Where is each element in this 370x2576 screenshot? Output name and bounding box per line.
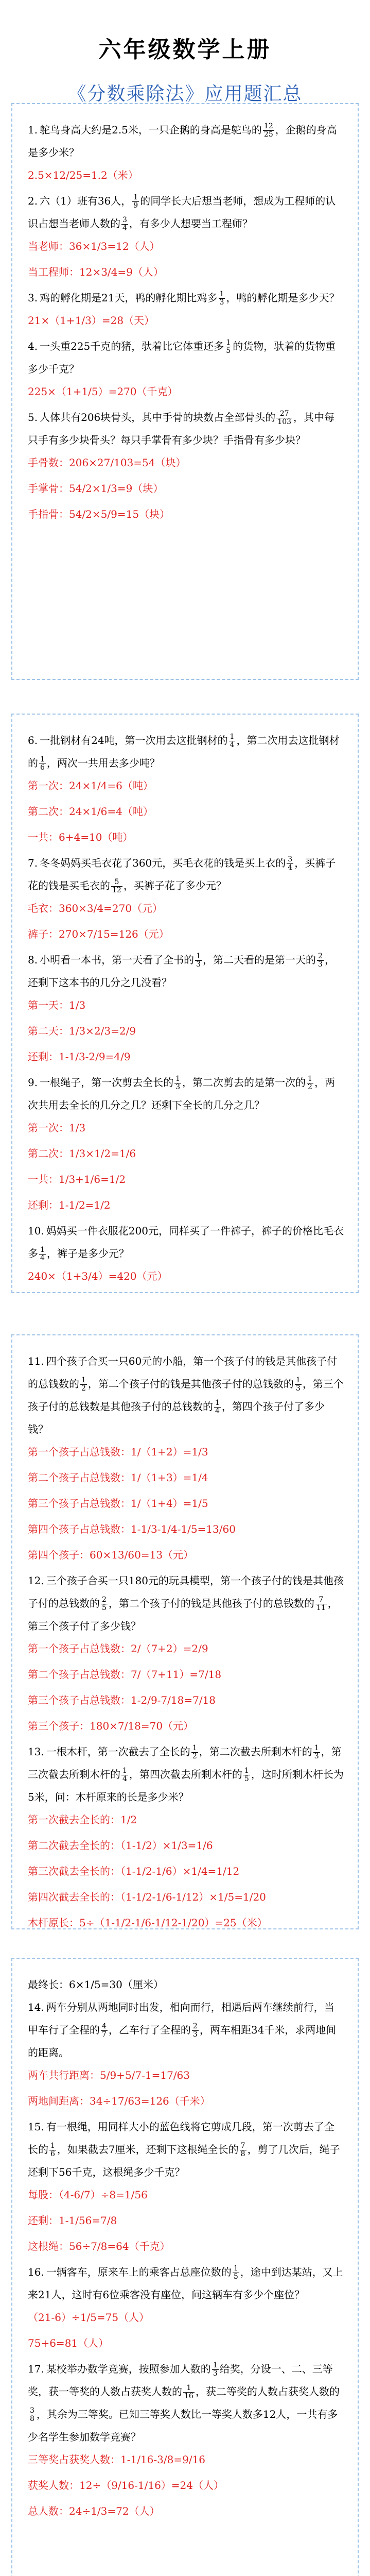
fraction xyxy=(263,123,274,139)
fraction-numerator: 3 xyxy=(122,216,127,224)
fraction-denominator: 5 xyxy=(102,1604,107,1612)
answer-line: 21×（1+1/3）=28（天） xyxy=(28,314,155,327)
answer-line: 当老师：36×1/3=12（人） xyxy=(28,240,160,252)
problem-text xyxy=(28,335,344,380)
problem-text-run: ，第二个孩子付的钱是其他孩子付的总钱数的 xyxy=(108,1597,314,1609)
fraction-denominator: 16 xyxy=(184,2392,193,2400)
problem-number: 7. xyxy=(28,857,38,869)
fraction xyxy=(243,1767,250,1783)
fraction xyxy=(121,1767,128,1783)
problem-text-run: ，乙车行了全程的 xyxy=(108,2024,191,2036)
fraction-numerator: 2 xyxy=(192,2022,198,2030)
fraction xyxy=(307,1075,313,1091)
problem-text-run: ，第三个孩子付的总钱数是其他孩子付的总钱数的 xyxy=(28,1378,344,1413)
problem-text-run: ，第二个孩子付的钱是其他孩子付的总钱数的 xyxy=(87,1378,294,1390)
fraction-numerator: 1 xyxy=(219,290,224,298)
problem-text-run: 一头重225千克的猪，驮着比它体重还多 xyxy=(40,340,224,352)
fraction-numerator: 1 xyxy=(314,1744,319,1752)
answer-line: 第二天：1/3×2/3=2/9 xyxy=(28,1025,136,1037)
fraction xyxy=(49,2142,56,2158)
answer-line: 手掌骨：54/2×1/3=9（块） xyxy=(28,482,164,495)
fraction xyxy=(101,2023,108,2039)
problem-text-run: 人体共有206块骨头，其中手骨的块数占全部骨头的 xyxy=(40,411,276,423)
fraction-denominator: 3 xyxy=(318,960,323,969)
problem-text-run: 一批钢材有24吨，第一次用去这批钢材的 xyxy=(40,734,228,747)
answer-line: 第二次：1/3×1/2=1/6 xyxy=(28,1147,136,1160)
problem-text-run: ，第四次截去所剩木杆的 xyxy=(129,1768,242,1781)
problem-number: 15. xyxy=(28,2121,44,2133)
fraction-numerator: 3 xyxy=(30,2406,34,2415)
answer-line: 这根绳：56÷7/8=64（千克） xyxy=(28,2240,170,2252)
problem-text xyxy=(28,286,344,309)
fraction-numerator: 1 xyxy=(196,952,201,960)
problem-text-run: ，买裤子花了多少元？ xyxy=(123,879,226,892)
problem-text-run: ，其余为三等奖。已知三等奖人数比一等奖人数多12人，一共有多少名学生参加数学竞赛？ xyxy=(28,2408,338,2443)
problem-number: 9. xyxy=(28,1076,38,1089)
fraction-numerator: 1 xyxy=(192,1744,197,1752)
answer-line: 每股：（4-6/7）÷8=1/56 xyxy=(28,2189,148,2201)
answer-line: 75+6=81（人） xyxy=(28,2337,109,2349)
fraction-denominator: 3 xyxy=(175,1083,181,1091)
fraction xyxy=(101,1596,108,1612)
problem-text-run: ，有多少人想要当工程师？ xyxy=(129,217,253,230)
fraction-numerator: 1 xyxy=(308,1075,312,1083)
answer-line: 木杆原长：5÷（1-1/2-1/6-1/12-1/20）=25（米） xyxy=(28,1917,268,1929)
problem-text-run: ，两次一共用去多少吨？ xyxy=(46,757,160,769)
problem-text-run: ，还剩下这本书的几分之几没看？ xyxy=(28,954,335,989)
fraction-numerator: 1 xyxy=(133,193,138,201)
problem-text-run: ，第三个孩子付了多少钱？ xyxy=(28,1597,338,1632)
problem-text-run: ，剪了几次后，绳子还剩下56千克，这根绳多少千克？ xyxy=(28,2143,340,2178)
answer-line: 毛衣：360×3/4=270（元） xyxy=(28,902,163,914)
fraction xyxy=(121,216,128,232)
problem-text-run: 两车分别从两地同时出发，相向而行，相遇后两车继续前行，当甲车行了全程的 xyxy=(28,2001,334,2036)
fraction xyxy=(212,2362,219,2378)
answer-line: 两地间距离：34÷17/63=126（千米） xyxy=(28,2095,210,2107)
problem-number: 8. xyxy=(28,954,38,966)
problem-number: 12. xyxy=(28,1574,44,1587)
fraction xyxy=(183,2384,195,2400)
problem-text-run: ，第二次用去这批钢材的 xyxy=(28,734,340,769)
answer-line: 还剩：1-1/3-2/9=4/9 xyxy=(28,1050,131,1063)
fraction xyxy=(39,1246,46,1262)
problem-text-run: ，途中到达某站，又上来21人，这时有6位乘客没有座位，问这辆车有多少个座位？ xyxy=(28,2266,343,2301)
fraction-denominator: 3 xyxy=(314,1752,319,1760)
problem-text-run: 四个孩子合买一只60元的小船，第一个孩子付的钱是其他孩子付的总钱数的 xyxy=(28,1355,338,1390)
fraction-denominator: 4 xyxy=(215,1407,220,1415)
fraction-denominator: 5 xyxy=(226,347,231,355)
problem-text-run: 一根绳子，第一次剪去全长的 xyxy=(40,1076,174,1089)
fraction xyxy=(191,1744,198,1760)
fraction-denominator: 2 xyxy=(308,1083,312,1091)
problem-text xyxy=(28,1350,344,1440)
problem-text-run: 某校举办数学竞赛，按照参加人数的 xyxy=(46,2363,211,2375)
fraction-numerator: 1 xyxy=(50,2142,55,2150)
problem-text-run: 小明看一本书，第一天看了全书的 xyxy=(40,954,195,966)
problem-text-run: ，第二次截去所剩木杆的 xyxy=(199,1745,312,1758)
problem-text-run: ，这时所剩木杆长为5米，问：木杆原来的长是多少米？ xyxy=(28,1768,344,1803)
problem-text-run: 妈妈买一件衣服花200元，同样买了一件裤子，裤子的价格比毛衣多 xyxy=(28,1225,344,1260)
answer-line: 一共：6+4=10（吨） xyxy=(28,831,133,843)
fraction-numerator: 1 xyxy=(175,1075,181,1083)
fraction-denominator: 3 xyxy=(196,960,201,969)
problem-number: 1. xyxy=(28,124,38,136)
page-subtitle: 《分数乘除法》应用题汇总 xyxy=(67,83,303,105)
problem-text xyxy=(28,1569,344,1637)
problem-text xyxy=(28,2358,344,2448)
answer-line: 2.5×12/25=1.2（米） xyxy=(28,169,138,181)
fraction-denominator: 12 xyxy=(112,886,121,894)
fraction-numerator: 1 xyxy=(81,1376,86,1384)
fraction-numerator: 7 xyxy=(240,2142,245,2150)
problem-text-run: 冬冬妈妈买毛衣花了360元，买毛衣花的钱是买上衣的 xyxy=(40,857,286,869)
fraction xyxy=(29,2407,36,2423)
problem-text xyxy=(28,1740,344,1808)
fraction-numerator: 1 xyxy=(122,1767,127,1775)
answer-line: 第一个孩子占总钱数：1/（1+2）=1/3 xyxy=(28,1446,208,1458)
problem-text-run: 鸡的孵化期是21天，鸭的孵化期比鸡多 xyxy=(40,292,218,304)
problem-text-run: 一辆客车，原来车上的乘客占总座位数的 xyxy=(46,2266,232,2278)
problem-number: 4. xyxy=(28,340,38,352)
fraction-denominator: 9 xyxy=(133,201,138,210)
fraction xyxy=(317,953,324,969)
fraction-denominator: 4 xyxy=(122,1775,127,1783)
fraction xyxy=(214,1399,221,1415)
problem-text-run: ，第三次截去所剩木杆的 xyxy=(28,1745,342,1781)
problem-text xyxy=(28,948,344,994)
problem-text xyxy=(28,1973,344,1996)
problem-text xyxy=(28,118,344,164)
fraction-denominator: 4 xyxy=(122,224,127,232)
fraction xyxy=(287,856,293,872)
answer-line: 第一次：24×1/4=6（吨） xyxy=(28,779,153,792)
problem-text-run: 鸵鸟身高大约是2.5米，一只企鹅的身高是鸵鸟的 xyxy=(40,124,262,136)
fraction xyxy=(111,878,122,894)
answer-line: 获奖人数：12÷（9/16-1/16）=24（人） xyxy=(28,2479,224,2492)
fraction-denominator: 6 xyxy=(40,764,45,772)
answer-line: 第四个孩子：60×13/60=13（元） xyxy=(28,1549,194,1561)
answer-line: 裤子：270×7/15=126（元） xyxy=(28,928,169,940)
fraction-numerator: 1 xyxy=(213,2361,218,2369)
fraction-numerator: 1 xyxy=(215,1399,220,1407)
problem-number: 2. xyxy=(28,195,38,207)
fraction-denominator: 4 xyxy=(40,1254,45,1262)
fraction-denominator: 8 xyxy=(30,2415,34,2423)
fraction-denominator: 3 xyxy=(295,1384,301,1393)
problem-text-run: ，两车相距34千米，求两地间的距离。 xyxy=(28,2024,337,2059)
answer-line: 一共：1/3+1/6=1/2 xyxy=(28,1173,126,1185)
section-box xyxy=(11,103,359,680)
problem-text-run: 的货物，驮着的货物重多少千克？ xyxy=(28,340,336,375)
fraction xyxy=(174,1075,181,1091)
fraction-numerator: 2 xyxy=(102,1596,107,1604)
answer-line: 第二次截去全长的：（1-1/2）×1/3=1/6 xyxy=(28,1839,213,1852)
problem-text-run: ，第二次剪去的是第一次的 xyxy=(182,1076,306,1089)
fraction-denominator: 3 xyxy=(219,298,224,307)
problem-text xyxy=(28,2261,344,2306)
fraction-denominator: 8 xyxy=(240,2150,245,2158)
answer-line: 第一天：1/3 xyxy=(28,999,86,1011)
problem-text-run: ，如果截去7厘米，还剩下这根绳全长的 xyxy=(57,2143,239,2156)
fraction xyxy=(315,1596,327,1612)
problem-text-run: 六（1）班有36人， xyxy=(40,195,132,207)
answer-line: 第四次截去全长的：（1-1/2-1/6-1/12）×1/5=1/20 xyxy=(28,1891,266,1903)
problem-text-run: 三个孩子合买一只180元的玩具模型，第一个孩子付的钱是其他孩子付的总钱数的 xyxy=(28,1574,344,1609)
fraction-numerator: 7 xyxy=(315,1596,327,1604)
answer-line: 第四个孩子占总钱数：1-1/3-1/4-1/5=13/60 xyxy=(28,1523,236,1535)
fraction xyxy=(295,1377,302,1393)
problem-number: 10. xyxy=(28,1225,44,1237)
fraction-numerator: 1 xyxy=(40,1246,45,1254)
answer-line: 第一次：1/3 xyxy=(28,1122,86,1134)
answer-line: 还剩：1-1/56=7/8 xyxy=(28,2214,117,2227)
answer-line: 第二次：24×1/6=4（吨） xyxy=(28,805,153,818)
answer-line: 第三次截去全长的：（1-1/2-1/6）×1/4=1/12 xyxy=(28,1865,240,1877)
answer-line: 第二个孩子占总钱数：7/（7+11）=7/18 xyxy=(28,1668,222,1681)
problem-text-run: ，两次共用去全长的几分之几？还剩下全长的几分之几？ xyxy=(28,1076,335,1111)
fraction-denominator: 3 xyxy=(192,2030,198,2039)
fraction-numerator: 1 xyxy=(244,1767,249,1775)
answer-line: 还剩：1-1/2=1/2 xyxy=(28,1199,111,1211)
problem-number: 14. xyxy=(28,2001,44,2013)
answer-line: 总人数：24÷1/3=72（人） xyxy=(28,2505,160,2517)
answer-line: 三等奖占获奖人数：1-1/16-3/8=9/16 xyxy=(28,2453,206,2466)
fraction-numerator: 12 xyxy=(263,122,273,130)
fraction-denominator: 25 xyxy=(263,130,273,139)
fraction xyxy=(233,2265,239,2281)
answer-line: 240×（1+3/4）=420（元） xyxy=(28,1270,168,1282)
fraction-numerator: 1 xyxy=(233,2264,238,2273)
fraction-numerator: 1 xyxy=(230,733,235,741)
answer-line: 第一次截去全长的：1/2 xyxy=(28,1814,137,1826)
fraction-denominator: 103 xyxy=(277,418,292,426)
problem-text-run: ，企鹅的身高是多少米？ xyxy=(28,124,337,159)
problem-text xyxy=(28,729,344,774)
problem-text-run: ，获二等奖的人数占获奖人数的 xyxy=(195,2385,340,2398)
fraction-numerator: 1 xyxy=(40,755,45,764)
fraction-denominator: 5 xyxy=(244,1775,249,1783)
fraction-denominator: 7 xyxy=(102,2030,107,2039)
problem-text-run: 的同学长大后想当老师，想成为工程师的认识占想当老师人数的 xyxy=(28,195,336,230)
answer-line: 第三个孩子：180×7/18=70（元） xyxy=(28,1720,194,1732)
problem-text xyxy=(28,1996,344,2064)
problem-number: 16. xyxy=(28,2266,44,2278)
fraction xyxy=(192,2023,199,2039)
problem-text xyxy=(28,852,344,897)
problem-number: 5. xyxy=(28,411,38,423)
problem-text xyxy=(28,1219,344,1265)
fraction xyxy=(39,756,46,772)
problem-text-run: 最终长：6×1/5=30（厘米） xyxy=(28,1978,164,1991)
answer-line: 第三个孩子占总钱数：1/（1+4）=1/5 xyxy=(28,1497,208,1510)
problem-text xyxy=(28,406,344,451)
problem-text-run: 一根木杆，第一次截去了全长的 xyxy=(46,1745,190,1758)
fraction-denominator: 11 xyxy=(316,1604,326,1612)
fraction-numerator: 1 xyxy=(183,2384,195,2393)
fraction xyxy=(80,1377,87,1393)
section-box xyxy=(11,1334,359,1929)
problem-text xyxy=(28,2115,344,2183)
fraction xyxy=(219,291,225,307)
page-title: 六年级数学上册 xyxy=(98,37,272,63)
fraction-denominator: 3 xyxy=(213,2369,218,2378)
fraction xyxy=(195,953,202,969)
answer-line: 手骨数：206×27/103=54（块） xyxy=(28,456,186,469)
problem-text-run: ，买裤子花的钱是买毛衣的 xyxy=(28,857,336,892)
fraction xyxy=(240,2142,246,2158)
problem-text-run: 给奖，分设一、二、三等奖，获一等奖的人数占获奖人数的 xyxy=(28,2363,333,2398)
fraction-numerator: 5 xyxy=(111,878,122,887)
problem-number: 6. xyxy=(28,734,38,747)
problem-number: 13. xyxy=(28,1745,44,1758)
fraction-numerator: 4 xyxy=(102,2022,107,2030)
fraction xyxy=(229,733,236,749)
fraction-numerator: 1 xyxy=(226,338,231,347)
answer-line: 两车共行距离：5/9+5/7-1=17/63 xyxy=(28,2069,190,2081)
problem-number: 11. xyxy=(28,1355,44,1367)
problem-text-run: ，鸭的孵化期是多少天？ xyxy=(226,292,340,304)
problem-text-run: ，第四个孩子付了多少钱？ xyxy=(28,1400,325,1435)
answer-line: 当工程师：12×3/4=9（人） xyxy=(28,266,164,278)
fraction-denominator: 2 xyxy=(81,1384,86,1393)
answer-line: 手指骨：54/2×5/9=15（块） xyxy=(28,508,170,520)
fraction xyxy=(132,194,139,210)
problem-text-run: ，裤子是多少元？ xyxy=(46,1247,129,1260)
fraction-denominator: 4 xyxy=(230,741,235,749)
problem-text-run: 有一根绳，用同样大小的蓝色线将它剪成几段，第一次剪去了全长的 xyxy=(28,2121,334,2156)
problem-number: 17. xyxy=(28,2363,44,2375)
answer-line: 第一个孩子占总钱数：2/（7+2）=2/9 xyxy=(28,1642,208,1655)
fraction-denominator: 6 xyxy=(50,2150,55,2158)
answer-line: 第二个孩子占总钱数：1/（1+3）=1/4 xyxy=(28,1471,208,1484)
answer-line: 第三个孩子占总钱数：1-2/9-7/18=7/18 xyxy=(28,1694,216,1706)
problem-text xyxy=(28,190,344,235)
section-box xyxy=(11,1958,359,2576)
fraction-denominator: 2 xyxy=(192,1752,197,1760)
problem-text xyxy=(28,1071,344,1116)
answer-line: （21-6）÷1/5=75（人） xyxy=(28,2311,150,2324)
fraction-numerator: 27 xyxy=(276,410,292,418)
problem-text-run: ，第二天看的是第一天的 xyxy=(203,954,316,966)
fraction-numerator: 2 xyxy=(318,952,323,960)
fraction-numerator: 3 xyxy=(288,855,293,863)
fraction-numerator: 1 xyxy=(295,1376,301,1384)
fraction-denominator: 4 xyxy=(288,863,293,872)
fraction xyxy=(313,1744,320,1760)
answer-line: 225×（1+1/5）=270（千克） xyxy=(28,385,178,398)
section-box xyxy=(11,714,359,1293)
fraction xyxy=(225,339,232,355)
fraction xyxy=(276,410,292,426)
problem-text-run: ，其中每只手有多少块骨头？每只手掌骨有多少块？手指骨有多少块？ xyxy=(28,411,335,446)
fraction-denominator: 5 xyxy=(233,2273,238,2281)
problem-number: 3. xyxy=(28,292,38,304)
